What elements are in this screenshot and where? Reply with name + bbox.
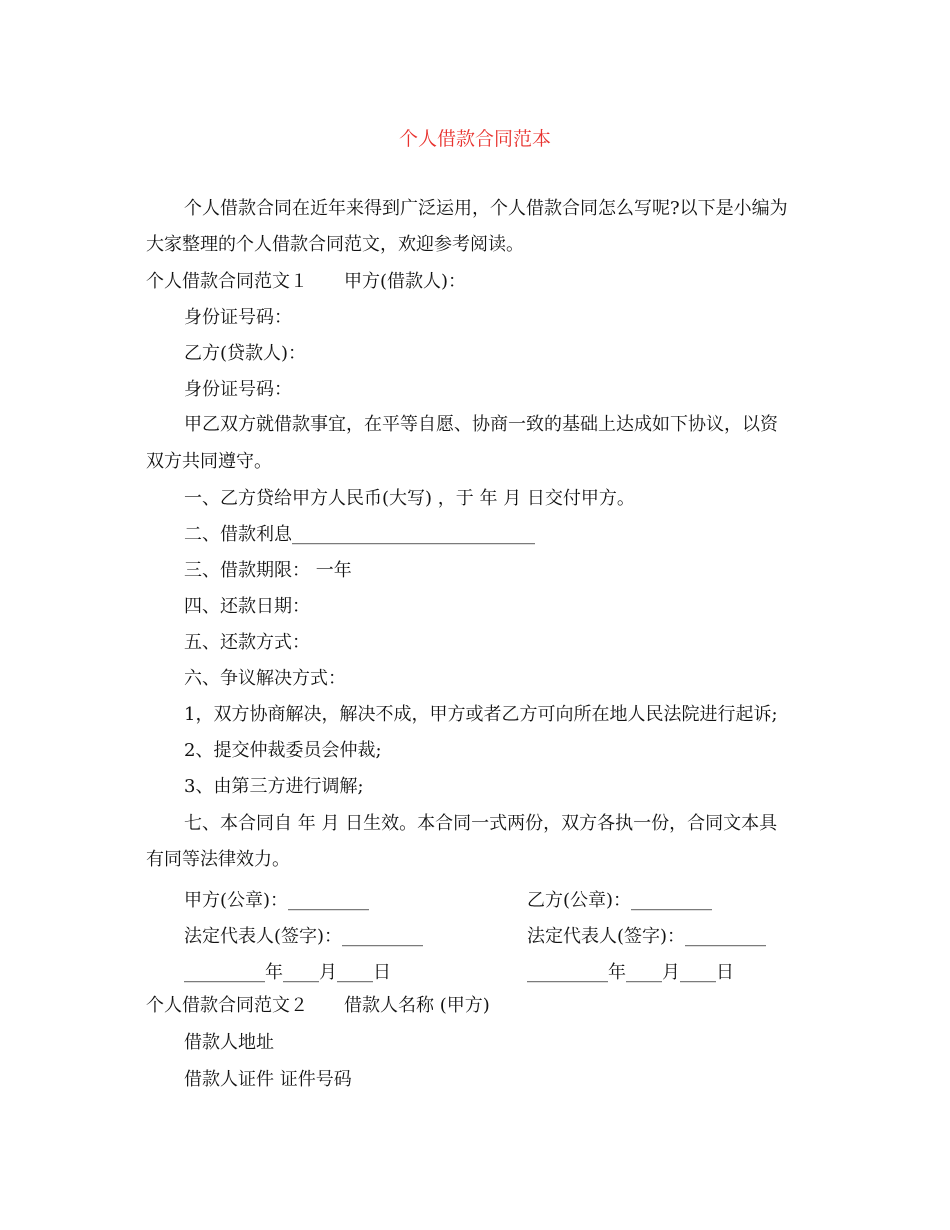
sample-2-heading: 个人借款合同范文２ 借款人名称 (甲方) [146, 995, 490, 1016]
dispute-option-3: 3、由第三方进行调解; [184, 776, 364, 797]
clause-5: 五、还款方式： [184, 632, 310, 653]
sample-1-heading: 个人借款合同范文１ 甲方(借款人)： [146, 271, 467, 292]
agreement-line-1: 甲乙双方就借款事宜，在平等自愿、协商一致的基础上达成如下协议，以资 [184, 414, 778, 435]
clause-1: 一、乙方贷给甲方人民币(大写) ，于 年 月 日交付甲方。 [184, 488, 635, 509]
clause-7-line-2: 有同等法律效力。 [146, 849, 290, 870]
document-title: 个人借款合同范本 [398, 128, 551, 150]
intro-line-2: 大家整理的个人借款合同范文，欢迎参考阅读。 [146, 234, 524, 255]
clause-4: 四、还款日期： [184, 596, 310, 617]
agreement-line-2: 双方共同遵守。 [146, 451, 272, 472]
borrower-id: 借款人证件 证件号码 [184, 1069, 352, 1090]
clause-6: 六、争议解决方式： [184, 668, 346, 689]
id-number-a: 身份证号码： [184, 307, 292, 328]
party-a-seal: 甲方(公章)：_________ [184, 890, 370, 911]
party-b-date: _________年____月____日 [527, 962, 734, 983]
dispute-option-2: 2、提交仲裁委员会仲裁; [184, 740, 382, 761]
clause-3: 三、借款期限： 一年 [184, 560, 352, 581]
intro-line-1: 个人借款合同在近年来得到广泛运用，个人借款合同怎么写呢?以下是小编为 [184, 198, 788, 219]
party-b-label: 乙方(贷款人)： [184, 343, 307, 364]
party-a-date: _________年____月____日 [184, 962, 391, 983]
party-b-seal: 乙方(公章)：_________ [527, 890, 713, 911]
clause-7-line-1: 七、本合同自 年 月 日生效。本合同一式两份，双方各执一份，合同文本具 [184, 813, 778, 834]
party-b-representative: 法定代表人(签字)：_________ [527, 926, 767, 947]
borrower-address: 借款人地址 [184, 1032, 274, 1053]
dispute-option-1: 1，双方协商解决，解决不成，甲方或者乙方可向所在地人民法院进行起诉; [184, 704, 778, 725]
party-a-representative: 法定代表人(签字)：_________ [184, 926, 424, 947]
clause-2: 二、借款利息___________________________ [184, 524, 535, 545]
id-number-b: 身份证号码： [184, 379, 292, 400]
